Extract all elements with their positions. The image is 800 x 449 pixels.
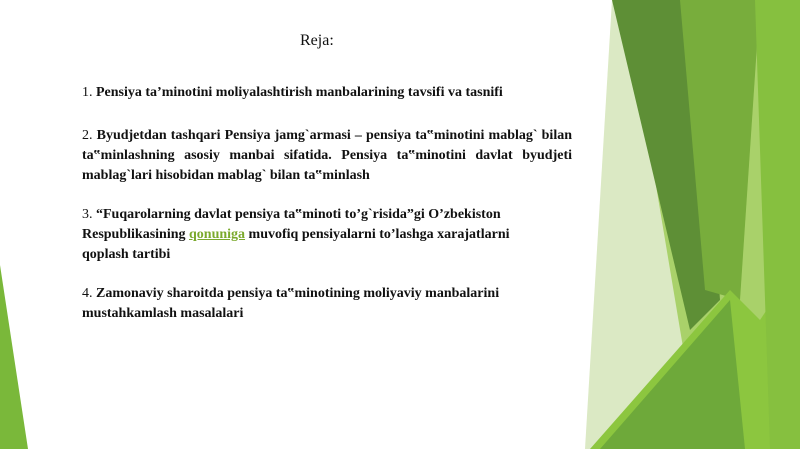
item-text: Pensiya ta’minotini moliyalashtirish manbalarining tavsifi va tasnifi	[96, 85, 503, 100]
item-text-before: “Fuqarolarning davlat pensiya ta‟minoti to’g`risida”gi O’zbekiston Respublikasining	[82, 207, 501, 242]
law-link[interactable]: qonuniga	[189, 227, 246, 242]
item-number: 1.	[82, 85, 93, 100]
item-number: 3.	[82, 207, 93, 222]
item-text-after: muvofiq pensiyalarni to’lashga xarajatlarni qoplash tartibi	[82, 227, 510, 262]
slide-title: Reja:	[300, 32, 334, 49]
list-item-3	[82, 205, 542, 265]
list-item-2	[82, 126, 572, 186]
list-item-1	[82, 83, 572, 103]
item-text: Zamonaviy sharoitda pensiya ta‟minotining moliyaviy manbalarini mustahkamlash masalalari	[82, 286, 500, 321]
left-sliver-shape	[0, 265, 28, 449]
item-text: Byudjetdan tashqari Pensiya jamg`armasi – pensiya ta‟minotini mablag` bilan ta‟minlashning asosiy manbai sifatida. Pensiya ta‟minotini davlat byudjeti mablag`lari hisobidan mablag` bilan ta‟minlash	[82, 128, 573, 183]
list-item-4	[82, 284, 552, 324]
item-number: 2.	[82, 128, 93, 143]
item-number: 4.	[82, 286, 93, 301]
